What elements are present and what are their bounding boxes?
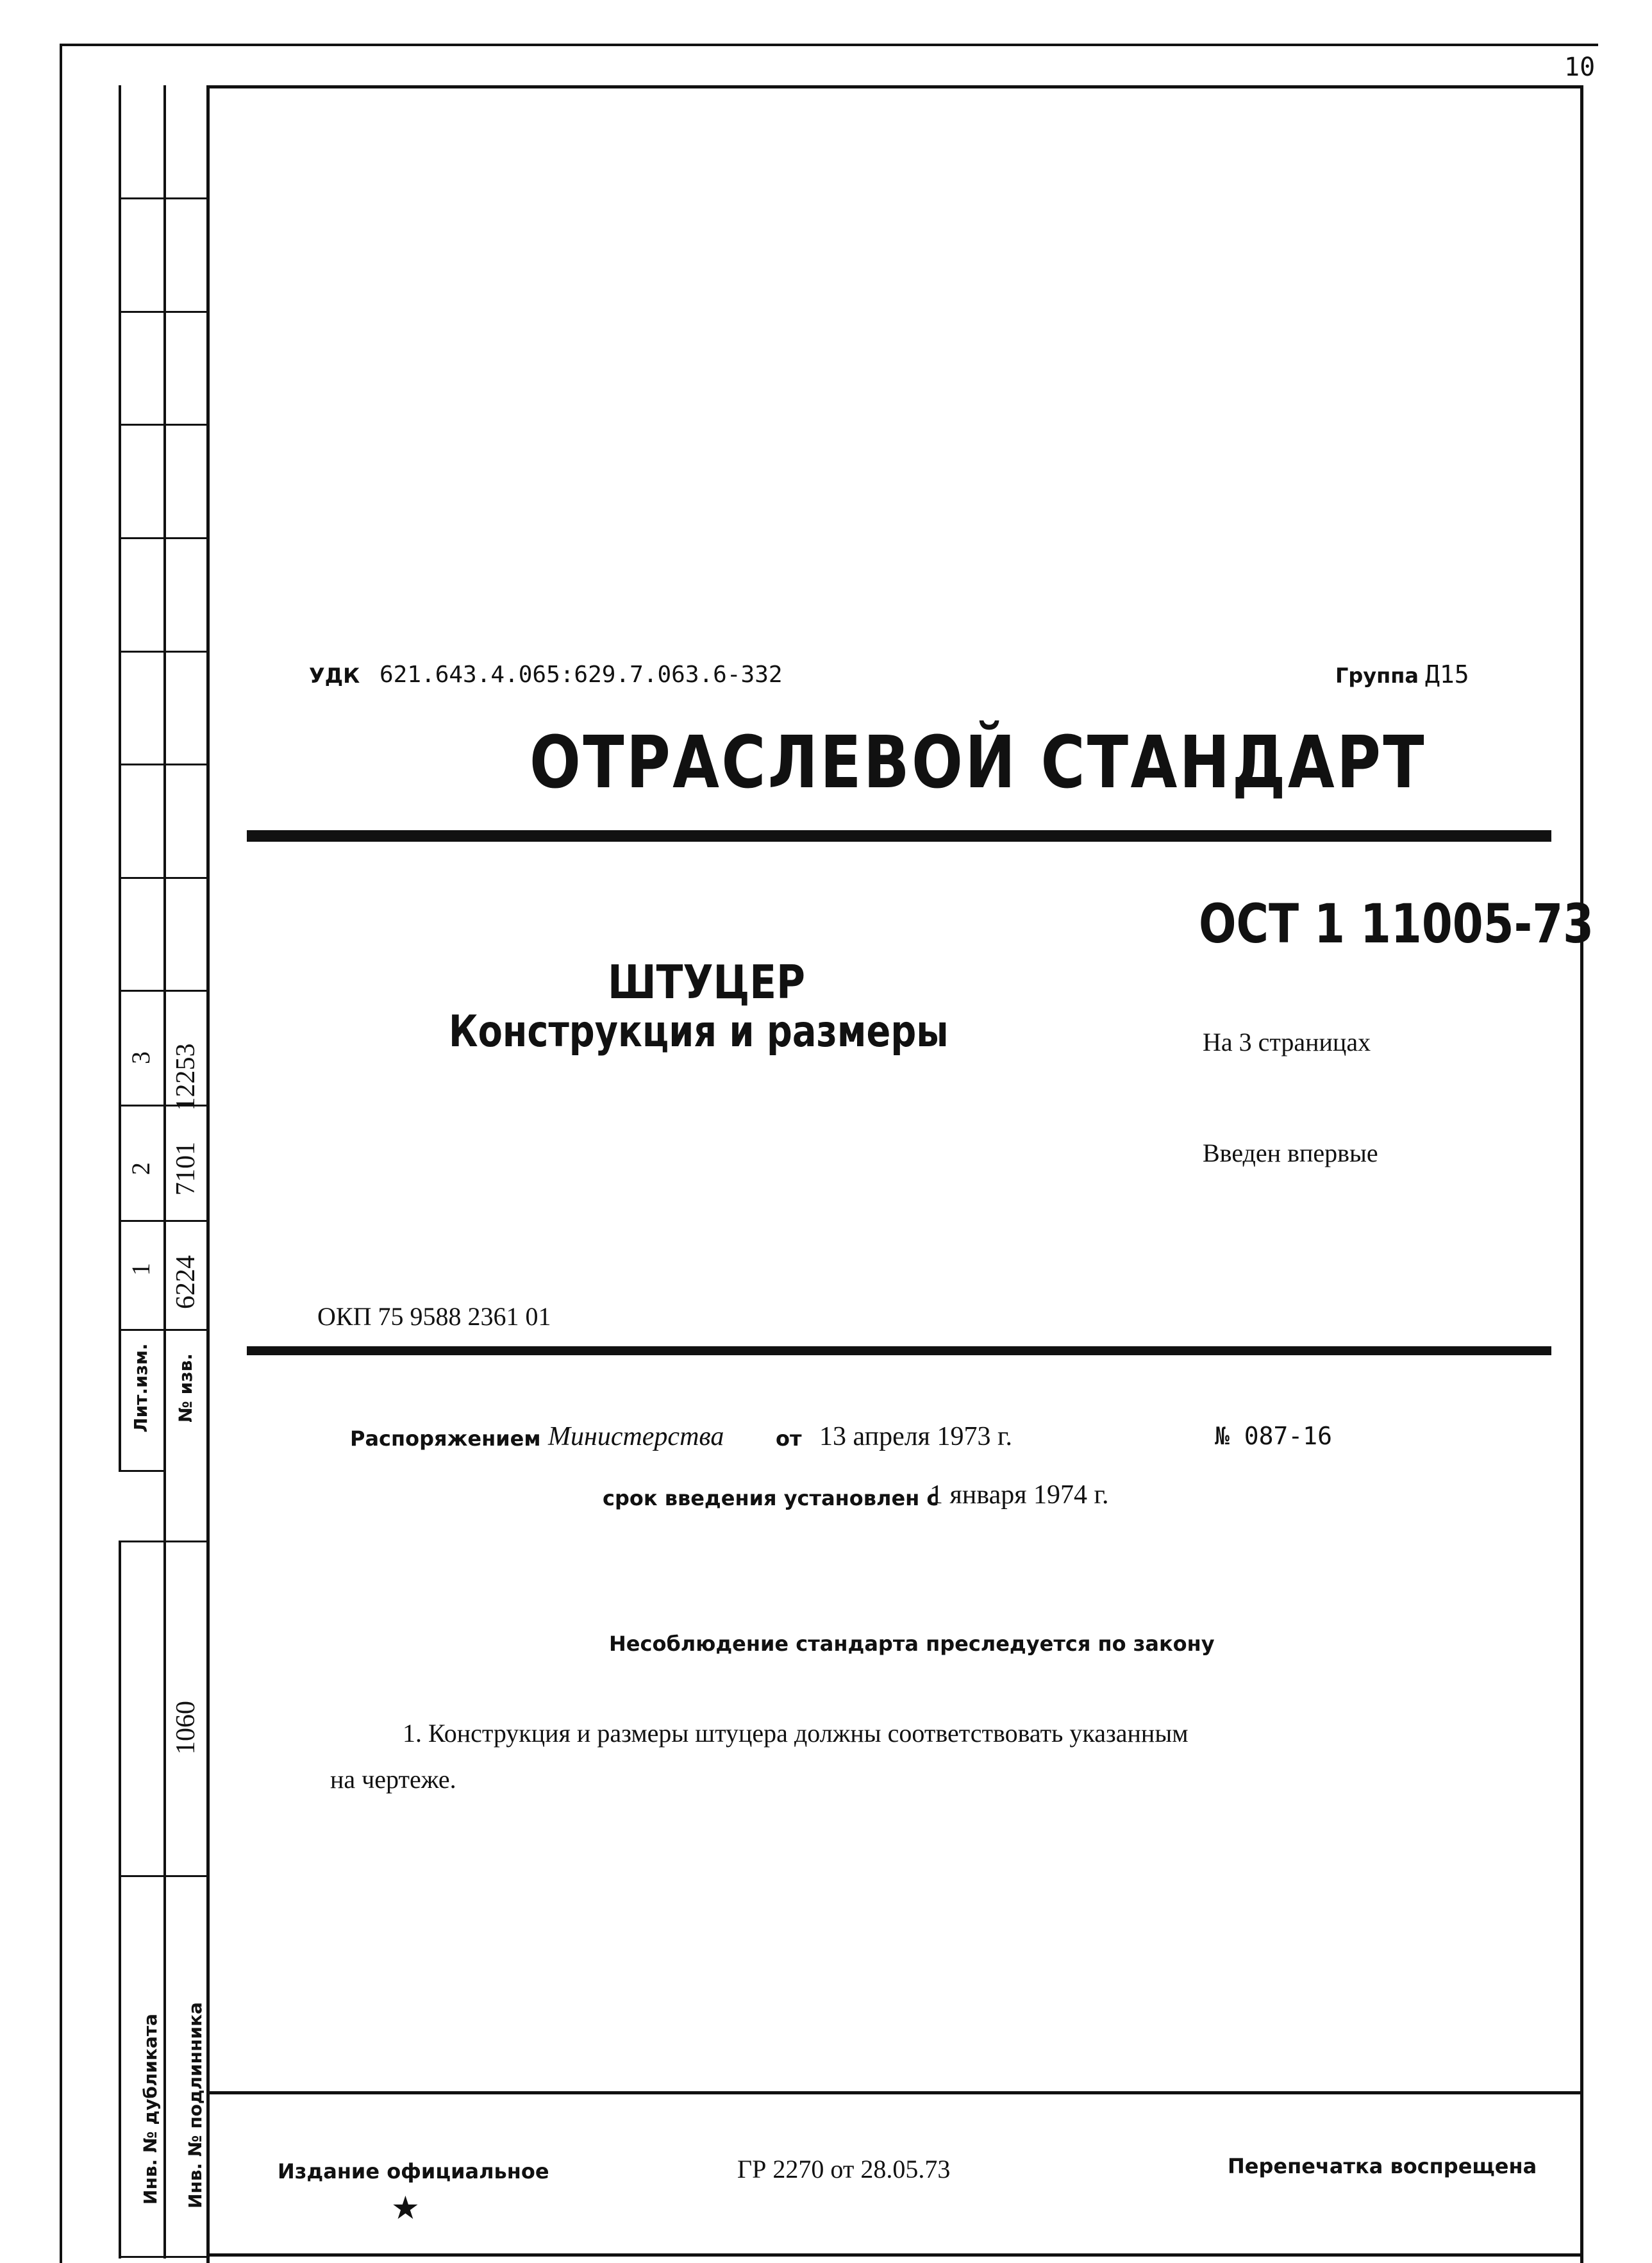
side-table-left-border xyxy=(119,85,121,1470)
edition-label: Издание официальное xyxy=(278,2159,549,2184)
registration-number: ГР 2270 от 28.05.73 xyxy=(737,2155,951,2184)
order-label: Распоряжением xyxy=(350,1426,541,1451)
side-rule xyxy=(119,1541,208,1542)
standard-code: ОСТ 1 11005-73 xyxy=(1199,892,1594,955)
change-num-1: 6224 xyxy=(171,1255,201,1309)
side-rule xyxy=(119,197,208,199)
side-rule xyxy=(119,2256,208,2258)
order-from-label: от xyxy=(776,1426,802,1451)
udk-label: УДК xyxy=(309,664,360,688)
side-rule xyxy=(119,311,208,313)
okp-rule xyxy=(247,1346,1551,1355)
group-value: Д15 xyxy=(1425,660,1469,689)
page-number: 10 xyxy=(1564,53,1596,82)
change-num-2: 7101 xyxy=(171,1142,201,1196)
star-icon: ★ xyxy=(391,2189,420,2226)
dup-label: Инв. № дубликата xyxy=(140,2014,161,2205)
effective-date: 1 января 1974 г. xyxy=(930,1480,1109,1510)
side-rule xyxy=(119,764,208,765)
orig-label: Инв. № подлинника xyxy=(185,2002,206,2209)
num-header: № изв. xyxy=(175,1353,196,1423)
okp-code: ОКП 75 9588 2361 01 xyxy=(317,1302,551,1331)
body-line-1: 1. Конструкция и размеры штуцера должны соответствовать указанным xyxy=(403,1719,1189,1748)
change-lit-2: 2 xyxy=(126,1162,155,1175)
effective-label: срок введения установлен с xyxy=(603,1486,939,1510)
reprint-notice: Перепечатка воспрещена xyxy=(1228,2154,1537,2178)
udk-value: 621.643.4.065:629.7.063.6-332 xyxy=(380,662,783,688)
order-number: № 087-16 xyxy=(1215,1422,1333,1450)
inner-frame-right xyxy=(1580,85,1583,2263)
order-date: 13 апреля 1973 г. xyxy=(819,1422,1012,1451)
inner-frame-bottom xyxy=(206,2253,1583,2257)
document-title: ОТРАСЛЕВОЙ СТАНДАРТ xyxy=(530,721,1426,805)
law-notice: Несоблюдение стандарта преследуется по закону xyxy=(609,1632,1215,1656)
side-rule xyxy=(119,424,208,426)
group-label: Группа xyxy=(1335,664,1419,688)
side-table-middle-border xyxy=(163,85,166,2259)
change-lit-3: 3 xyxy=(126,1051,155,1064)
product-name: ШТУЦЕР xyxy=(608,955,805,1009)
outer-frame-left xyxy=(60,44,62,2263)
change-num-3: 12253 xyxy=(171,1043,201,1111)
product-subtitle: Конструкция и размеры xyxy=(449,1006,949,1057)
pages-count: На 3 страницах xyxy=(1203,1028,1371,1056)
body-line-2: на чертеже. xyxy=(330,1765,456,1794)
change-lit-1: 1 xyxy=(126,1263,155,1276)
side-rule xyxy=(119,651,208,653)
outer-frame-top xyxy=(60,44,1598,46)
title-rule xyxy=(247,830,1551,842)
side-rule xyxy=(119,990,208,992)
inner-frame-top xyxy=(206,85,1583,88)
side-rule xyxy=(119,877,208,879)
side-table-left-border-lower xyxy=(119,1541,121,2259)
lit-header: Лит.изм. xyxy=(130,1343,151,1433)
footer-rule xyxy=(206,2091,1583,2094)
side-rule xyxy=(119,1875,208,1877)
side-rule xyxy=(119,1470,163,1472)
status-text: Введен впервые xyxy=(1203,1139,1378,1167)
side-rule xyxy=(119,1220,208,1222)
inv-value: 1060 xyxy=(171,1701,201,1755)
side-rule xyxy=(119,537,208,539)
order-issuer: Министерства xyxy=(548,1422,724,1451)
